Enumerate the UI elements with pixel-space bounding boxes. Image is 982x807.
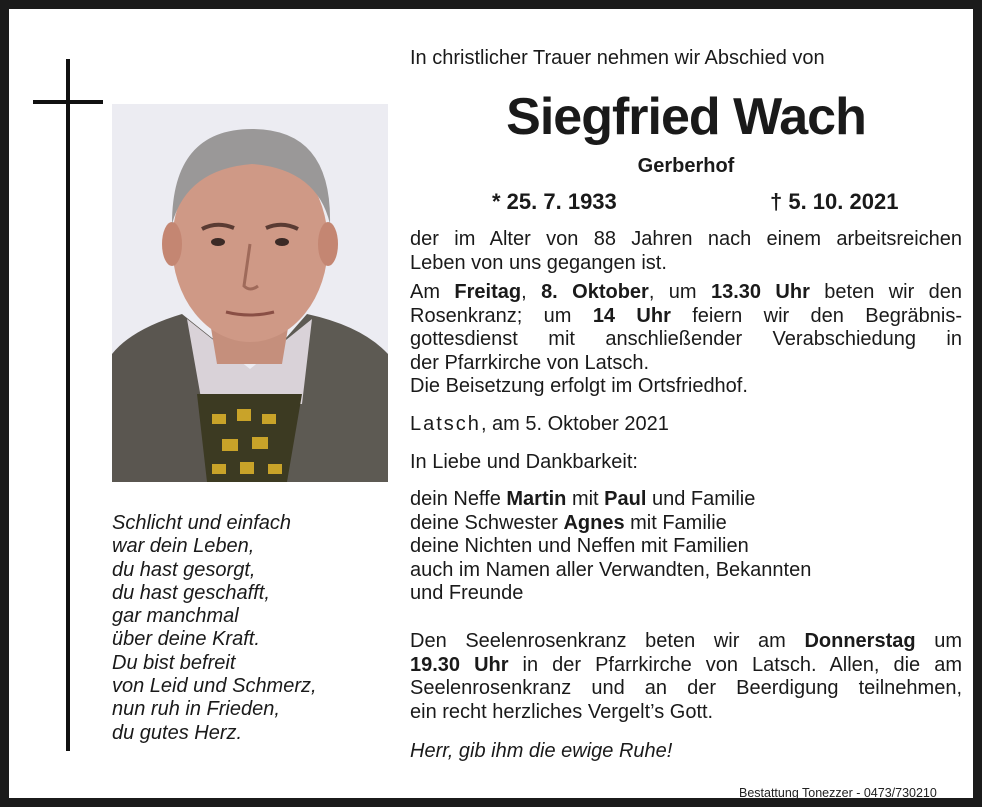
poem-line: Schlicht und einfach — [112, 512, 292, 534]
family-line — [410, 488, 962, 512]
service-paragraph — [410, 281, 962, 399]
deceased-name: Siegfried Wach — [506, 88, 866, 146]
text: um — [934, 630, 963, 652]
cross-icon — [66, 59, 70, 751]
portrait-photo — [112, 104, 388, 482]
closing-prayer: Herr, gib ihm die ewige Ruhe! — [410, 740, 673, 762]
family-line: deine Nichten und Neffen mit Familien — [410, 535, 749, 558]
text: in der Pfarrkirche von Latsch. Allen, die am — [522, 653, 962, 676]
poem-line: du hast gesorgt, — [112, 558, 256, 581]
family-list — [410, 488, 962, 606]
text: Am — [410, 281, 440, 303]
text-line: Leben von uns gegangen ist. — [410, 251, 667, 274]
text: beten wir den — [824, 281, 963, 303]
text-line — [410, 281, 962, 305]
poem-line: war dein Leben, — [112, 535, 255, 558]
text: , — [521, 281, 527, 303]
text: und Familie — [651, 488, 756, 510]
poem-line: du hast geschafft, — [112, 581, 270, 604]
text-line: der Pfarrkirche von Latsch. — [410, 351, 649, 374]
date-text: , am 5. Oktober 2021 — [480, 413, 669, 435]
rosary-paragraph — [410, 630, 962, 724]
funeral-home-footer: Bestattung Tonezzer - 0473/730210 — [739, 786, 937, 800]
family-line: auch im Namen aller Verwandten, Bekannten — [410, 558, 812, 581]
text-line — [410, 654, 962, 678]
poem-line: von Leid und Schmerz, — [112, 675, 317, 698]
poem-line: Du bist befreit — [112, 651, 236, 674]
highlight-day: Freitag — [454, 281, 522, 303]
age-paragraph — [410, 228, 962, 275]
text-line: ein recht herzliches Vergelt’s Gott. — [410, 700, 714, 723]
poem-line: nun ruh in Frieden, — [112, 698, 280, 721]
highlight-day: Donnerstag — [804, 630, 916, 652]
family-name: Agnes — [563, 511, 625, 534]
text: Rosenkranz; um — [410, 304, 572, 327]
family-line — [410, 512, 962, 536]
poem-line: gar manchmal — [112, 605, 239, 628]
poem — [112, 512, 392, 745]
family-name: Paul — [604, 488, 647, 510]
portrait-illustration — [112, 104, 388, 482]
family-line: und Freunde — [410, 582, 524, 605]
text-line: Die Beisetzung erfolgt im Ortsfriedhof. — [410, 375, 748, 397]
text: dein Neffe — [410, 488, 501, 510]
cross-icon-bar — [33, 100, 103, 104]
text-line — [410, 305, 962, 329]
poem-line: über deine Kraft. — [112, 628, 260, 651]
birth-date: * 25. 7. 1933 — [492, 189, 617, 214]
text-line: Seelenrosenkranz und an der Beerdigung teilnehmen, — [410, 677, 962, 699]
highlight-time: 14 Uhr — [592, 304, 671, 327]
text: deine Schwester — [410, 511, 558, 534]
thanks-heading: In Liebe und Dankbarkeit: — [410, 451, 638, 473]
text: feiern wir den Begräbnis- — [692, 304, 963, 327]
text-line: gottesdienst mit anschließender Verabschiedung in — [410, 328, 962, 350]
text: , um — [648, 281, 697, 303]
intro-text: In christlicher Trauer nehmen wir Abschied von — [410, 47, 825, 69]
highlight-time: 13.30 Uhr — [710, 281, 810, 303]
text: mit — [571, 488, 599, 510]
place-date — [410, 413, 962, 436]
poem-line: du gutes Herz. — [112, 721, 243, 744]
text: Den Seelenrosenkranz beten wir am — [410, 630, 786, 652]
highlight-time: 19.30 Uhr — [410, 653, 509, 676]
text-line — [410, 630, 962, 654]
death-date: † 5. 10. 2021 — [770, 189, 899, 214]
farm-name: Gerberhof — [637, 155, 735, 177]
family-name: Martin — [506, 488, 567, 510]
highlight-date: 8. Oktober — [541, 281, 649, 303]
text: mit Familie — [630, 511, 727, 534]
text-line: der im Alter von 88 Jahren nach einem arbeitsreichen — [410, 228, 962, 250]
place-name: Latsch — [410, 413, 481, 435]
